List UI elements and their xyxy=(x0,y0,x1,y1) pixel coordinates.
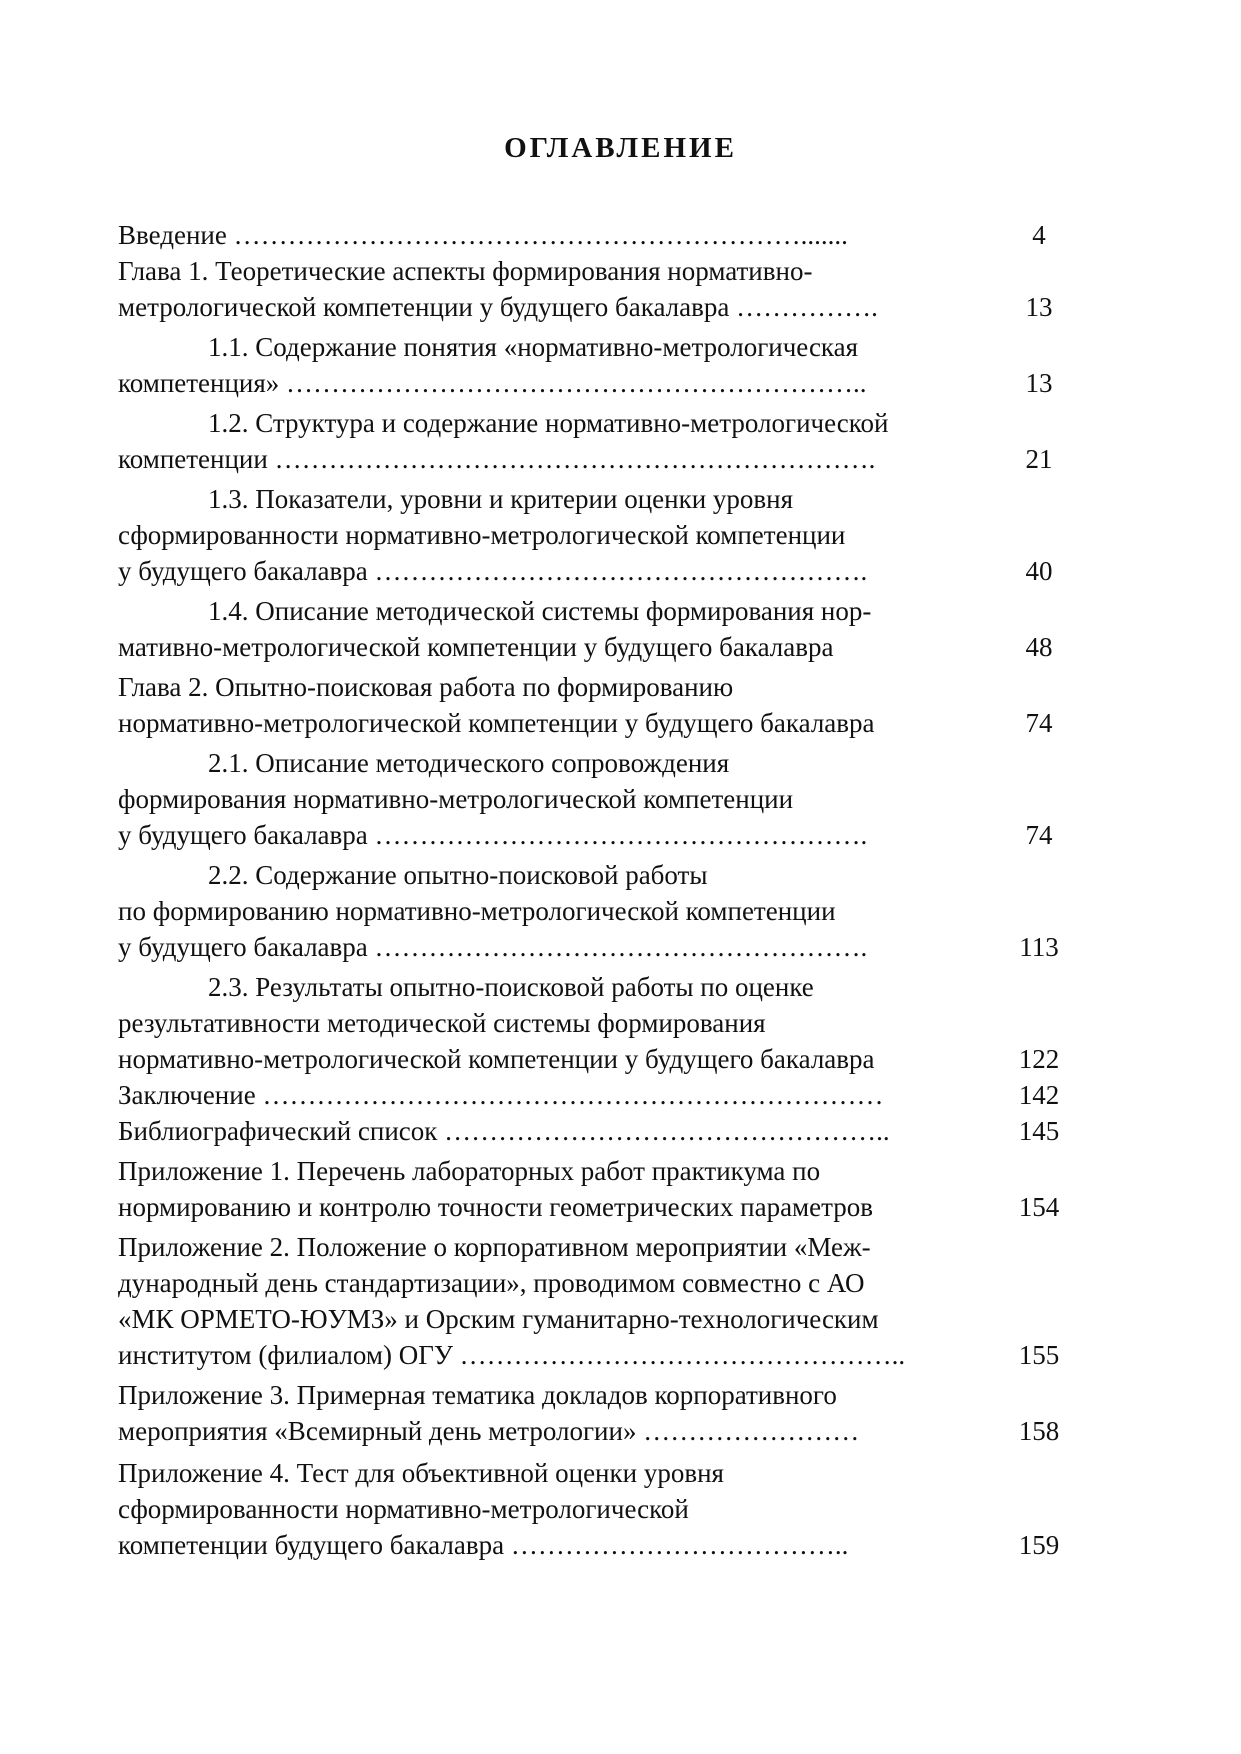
toc-line: 1.4. Описание методической системы формирования нор- xyxy=(208,596,872,626)
toc-line: 2.3. Результаты опытно-поисковой работы по оценке xyxy=(208,972,814,1002)
toc-entry-appendix-2[interactable] xyxy=(118,1229,1080,1373)
toc-page-number: 13 xyxy=(1025,368,1053,398)
toc-entry-2-1[interactable] xyxy=(118,745,1080,853)
toc-line: «МК ОРМЕТО-ЮУМЗ» и Орским гуманитарно-технологическим xyxy=(118,1304,879,1334)
toc-entry-2-2[interactable] xyxy=(118,857,1080,965)
toc-line: Глава 2. Опытно-поисковая работа по формированию xyxy=(118,672,734,702)
toc-line: 2.2. Содержание опытно-поисковой работы xyxy=(208,860,708,890)
toc-entry-2-3[interactable] xyxy=(118,969,1080,1077)
toc-line: Введение ………………………………………………………....... xyxy=(118,220,848,250)
toc-entry-chapter-2[interactable] xyxy=(118,669,1080,741)
toc-line: нормативно-метрологической компетенции у будущего бакалавра xyxy=(118,1044,875,1074)
toc-line: 2.1. Описание методического сопровождения xyxy=(208,748,730,778)
toc-line: мативно-метрологической компетенции у будущего бакалавра xyxy=(118,632,834,662)
toc-line: нормированию и контролю точности геометрических параметров xyxy=(118,1192,873,1222)
toc-line: сформированности нормативно-метрологической компетенции xyxy=(118,520,846,550)
toc-entry-conclusion[interactable] xyxy=(118,1077,1080,1113)
toc-line: институтом (филиалом) ОГУ ………………………………………….. xyxy=(118,1340,906,1370)
toc-page-number: 145 xyxy=(1018,1116,1060,1146)
toc-entry-chapter-1[interactable] xyxy=(118,253,1080,325)
toc-line: Заключение …………………………………………………………… xyxy=(118,1080,884,1110)
toc-line: Приложение 4. Тест для объективной оценки уровня xyxy=(118,1458,724,1488)
toc-line: формирования нормативно-метрологической компетенции xyxy=(118,784,794,814)
toc-line: Библиографический список ………………………………………….. xyxy=(118,1116,890,1146)
toc-line: компетенции …………………………………………………………. xyxy=(118,444,876,474)
toc-page-number: 154 xyxy=(1018,1192,1060,1222)
toc-entry-bibliography[interactable] xyxy=(118,1113,1080,1149)
toc-line: сформированности нормативно-метрологической xyxy=(118,1494,689,1524)
toc-line: у будущего бакалавра ………………………………………………. xyxy=(118,820,868,850)
toc-line: нормативно-метрологической компетенции у будущего бакалавра xyxy=(118,708,875,738)
toc-page-number: 158 xyxy=(1018,1416,1060,1446)
toc-entry-appendix-3[interactable] xyxy=(118,1377,1080,1449)
toc-line: по формированию нормативно-метрологической компетенции xyxy=(118,896,836,926)
toc-line: мероприятия «Всемирный день метрологии» …………………… xyxy=(118,1416,860,1446)
toc-page-number: 159 xyxy=(1018,1530,1060,1560)
toc-entry-appendix-4[interactable] xyxy=(118,1455,1080,1563)
toc-page-number: 122 xyxy=(1018,1044,1060,1074)
table-of-contents xyxy=(118,217,1080,1563)
toc-page-number: 142 xyxy=(1018,1080,1060,1110)
toc-entry-1-4[interactable] xyxy=(118,593,1080,665)
toc-line: 1.3. Показатели, уровни и критерии оценки уровня xyxy=(208,484,794,514)
toc-line: Приложение 3. Примерная тематика докладов корпоративного xyxy=(118,1380,837,1410)
toc-line: у будущего бакалавра ………………………………………………. xyxy=(118,932,868,962)
toc-page-number: 4 xyxy=(1032,220,1046,250)
page-title: ОГЛАВЛЕНИЕ xyxy=(504,132,737,164)
toc-line: компетенция» ……………………………………………………….. xyxy=(118,368,867,398)
toc-line: Приложение 2. Положение о корпоративном мероприятии «Меж- xyxy=(118,1232,871,1262)
toc-page-number: 74 xyxy=(1025,820,1053,850)
toc-entry-introduction[interactable] xyxy=(118,217,1080,253)
toc-page-number: 113 xyxy=(1019,932,1059,962)
toc-entry-1-1[interactable] xyxy=(118,329,1080,401)
toc-line: Приложение 1. Перечень лабораторных работ практикума по xyxy=(118,1156,821,1186)
toc-page-number: 13 xyxy=(1025,292,1053,322)
toc-line: компетенции будущего бакалавра ……………………………….. xyxy=(118,1530,849,1560)
toc-line: метрологической компетенции у будущего бакалавра ……………. xyxy=(118,292,878,322)
toc-line: Глава 1. Теоретические аспекты формирования нормативно- xyxy=(118,256,813,286)
toc-line: 1.1. Содержание понятия «нормативно-метрологическая xyxy=(208,332,859,362)
toc-page-number: 74 xyxy=(1025,708,1053,738)
toc-page-number: 48 xyxy=(1025,632,1053,662)
toc-page-number: 40 xyxy=(1025,556,1053,586)
toc-entry-1-2[interactable] xyxy=(118,405,1080,477)
toc-page-number: 21 xyxy=(1025,444,1053,474)
toc-entry-appendix-1[interactable] xyxy=(118,1153,1080,1225)
toc-page-number: 155 xyxy=(1018,1340,1060,1370)
toc-line: дународный день стандартизации», проводимом совместно с АО xyxy=(118,1268,865,1298)
toc-line: 1.2. Структура и содержание нормативно-метрологической xyxy=(208,408,889,438)
toc-line: у будущего бакалавра ………………………………………………. xyxy=(118,556,868,586)
toc-entry-1-3[interactable] xyxy=(118,481,1080,589)
toc-line: результативности методической системы формирования xyxy=(118,1008,766,1038)
